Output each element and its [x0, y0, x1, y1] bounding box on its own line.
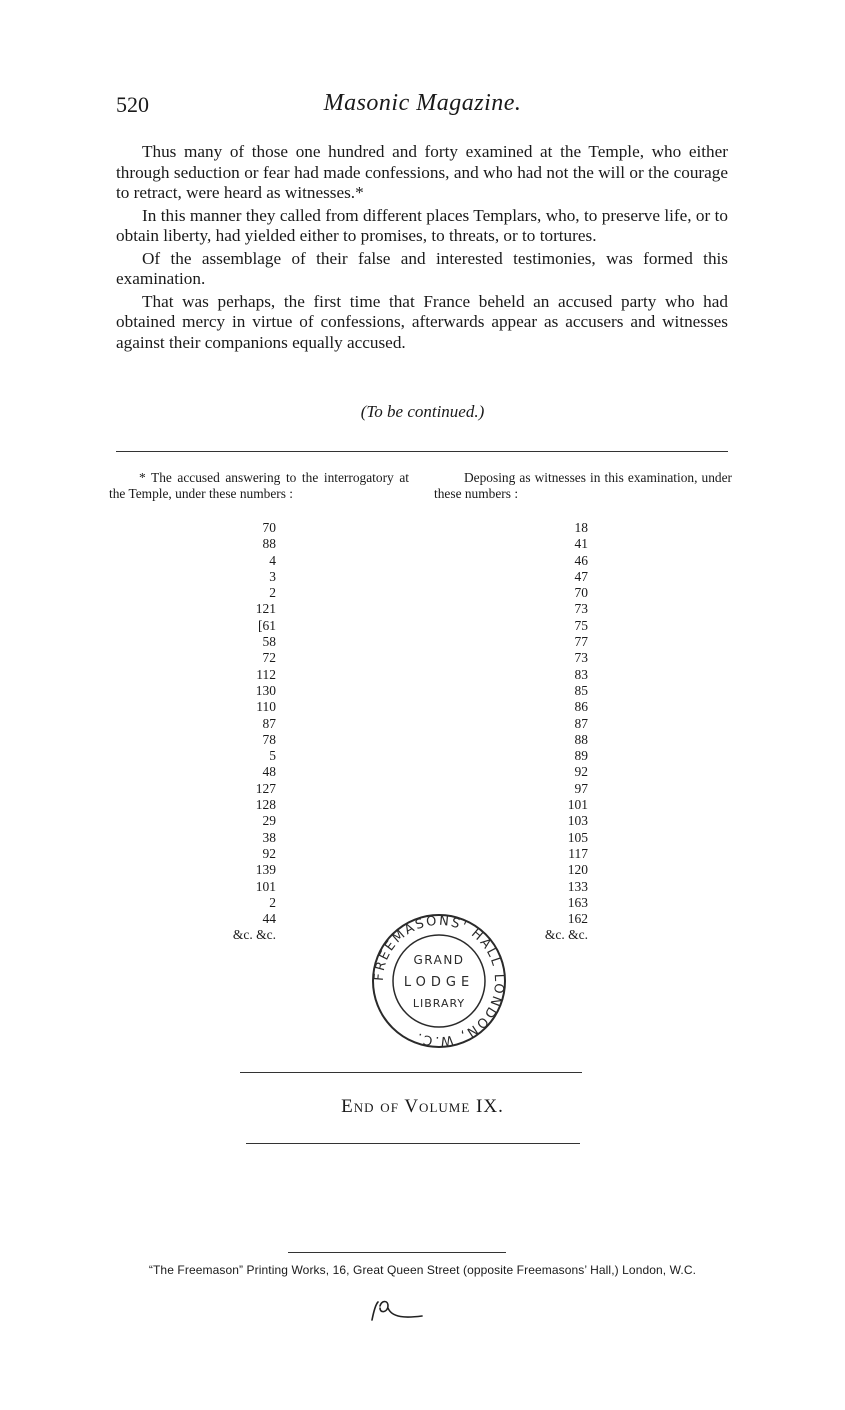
witness-numbers-column [528, 520, 588, 944]
witness-number: 87 [574, 715, 588, 731]
accused-number: 128 [255, 797, 276, 813]
accused-number: 127 [255, 780, 276, 796]
accused-number: 139 [255, 862, 276, 878]
end-of-volume: End of Volume IX. [341, 1096, 504, 1117]
accused-number: 121 [255, 601, 276, 617]
page-number: 520 [116, 92, 149, 117]
witness-number: 101 [567, 797, 588, 813]
accused-number: 112 [256, 666, 276, 682]
paragraph: Of the assemblage of their false and interested testimonies, was formed this examination. [116, 248, 728, 288]
witness-number: 46 [574, 552, 588, 568]
witness-number: 73 [574, 650, 588, 666]
footnote-left-heading [109, 470, 409, 502]
footnote-left-text: * The accused answering to the interrogatory at the Temple, under these numbers : [109, 470, 409, 501]
witness-number: &c. &c. [544, 927, 588, 943]
end-rule-bottom [246, 1143, 580, 1144]
accused-number: 78 [262, 731, 276, 747]
paragraph: In this manner they called from different places Templars, who, to preserve life, or to obtain liberty, had yielded either to promises, to threats, or to tortures. [116, 205, 728, 245]
stamp-line-3: LIBRARY [412, 997, 466, 1010]
accused-number: 72 [262, 650, 276, 666]
witness-number: 85 [574, 682, 588, 698]
accused-number: 29 [262, 813, 276, 829]
witness-number: 41 [574, 536, 588, 552]
continued-note: (To be continued.) [360, 402, 485, 421]
library-stamp [370, 912, 508, 1050]
accused-number: 2 [269, 585, 276, 601]
stamp-line-2: LODGE [403, 975, 475, 990]
accused-number: 58 [262, 634, 276, 650]
accused-number: 48 [262, 764, 276, 780]
witness-number: 47 [574, 568, 588, 584]
accused-number: 70 [262, 520, 276, 535]
accused-number: 88 [262, 536, 276, 552]
accused-number: [61 [258, 617, 276, 633]
accused-number: 4 [269, 552, 276, 568]
witness-number: 105 [567, 829, 588, 845]
body-text [116, 142, 728, 355]
witness-number: 88 [574, 731, 588, 747]
witness-number: 133 [567, 878, 588, 894]
paragraph: Thus many of those one hundred and forty examined at the Temple, who either through seduction or fear had made confessions, and who had not the will or the courage to retract, were heard as witnesses.* [116, 142, 728, 202]
accused-number: 101 [255, 878, 276, 894]
footnote-right-text: Deposing as witnesses in this examination, under these numbers : [434, 470, 732, 501]
witness-number: 89 [574, 748, 588, 764]
witness-number: 162 [567, 911, 588, 927]
accused-number: 130 [255, 682, 276, 698]
printer-imprint: “The Freemason” Printing Works, 16, Great Queen Street (opposite Freemasons’ Hall,) London, W.C. [148, 1263, 697, 1277]
witness-number: 77 [574, 634, 588, 650]
witness-number: 92 [574, 764, 588, 780]
accused-number: 5 [269, 748, 276, 764]
accused-number: 110 [256, 699, 276, 715]
witness-number: 73 [574, 601, 588, 617]
witness-number: 70 [574, 585, 588, 601]
paragraph: That was perhaps, the first time that France beheld an accused party who had obtained mercy in virtue of confessions, afterwards appear as accusers and witnesses against their companions equally accused. [116, 291, 728, 352]
stamp-line-1: GRAND [413, 953, 465, 967]
accused-numbers-column [216, 520, 276, 944]
witness-number: 75 [574, 617, 588, 633]
witness-number: 120 [567, 862, 588, 878]
running-title: Masonic Magazine. [323, 90, 522, 116]
witness-number: 117 [568, 845, 588, 861]
footnote-right-heading [434, 470, 732, 502]
accused-number: 44 [262, 911, 276, 927]
accused-number: &c. &c. [232, 927, 276, 943]
handwritten-mark-icon [366, 1296, 436, 1326]
accused-number: 3 [269, 568, 276, 584]
accused-number: 2 [269, 894, 276, 910]
end-rule-top [240, 1072, 582, 1073]
stamp-outer-text: FREEMASONS' HALL LONDON, W.C. [371, 913, 507, 1049]
accused-number: 38 [262, 829, 276, 845]
witness-number: 163 [567, 894, 588, 910]
witness-number: 103 [567, 813, 588, 829]
witness-number: 97 [574, 780, 588, 796]
witness-number: 86 [574, 699, 588, 715]
accused-number: 87 [262, 715, 276, 731]
witness-number: 83 [574, 666, 588, 682]
imprint-rule [288, 1252, 506, 1253]
accused-number: 92 [262, 845, 276, 861]
footnote-rule [116, 451, 728, 452]
witness-number: 18 [574, 520, 588, 535]
